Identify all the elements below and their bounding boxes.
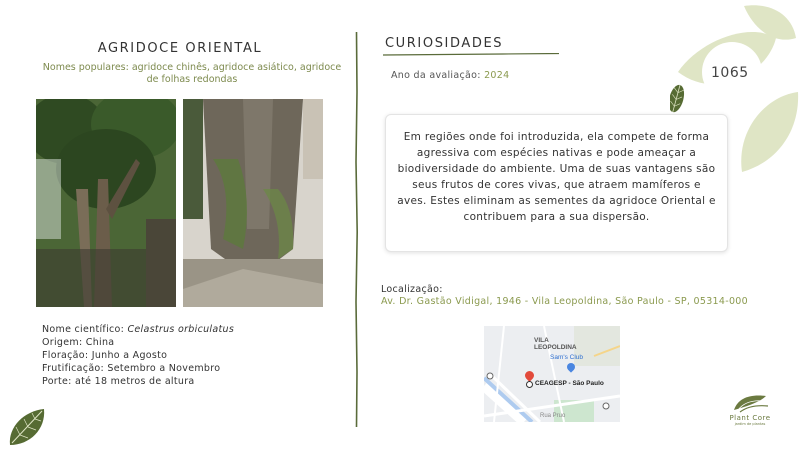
tree-photo-trunk [183,99,323,307]
scientific-name-value: Celastrus orbiculatus [127,324,235,335]
map-poi-sams-club: Sam's Club [550,354,584,361]
vertical-divider [355,32,358,427]
fact-scientific-name: Nome científico: Celastrus orbiculatus [42,324,235,335]
plant-core-logo [720,392,780,426]
plant-core-logo-icon [730,392,770,414]
fact-size: Porte: até 18 metros de altura [42,376,195,387]
leaf-bottom-icon [741,92,798,172]
map-street-label: Rua Pruo [540,413,566,419]
popular-names: Nomes populares: agridoce chinês, agridoce asiático, agridoce de folhas redondas [42,62,342,85]
logo-name: Plant Core [729,414,771,422]
location-map[interactable] [484,326,620,422]
evaluation-year: Ano da avaliação: 2024 [391,70,510,81]
curiosity-card: Em regiões onde foi introduzida, ela compete de forma agressiva com espécies nativas e pode ameaçar a biodiversidade do ambiente. Uma de suas vantagens são seus frutos de cores vivas, que atraem mamíferos e aves. Estes eliminam as sementes da agridoce Oriental e contribuem para a sua dispersão. [385,114,728,252]
fact-fruiting: Frutificação: Setembro a Novembro [42,363,221,374]
heading-underline [383,53,559,56]
plant-facts [42,323,234,388]
fact-flowering: Floração: Junho a Agosto [42,350,168,361]
location-label: Localização: [381,284,443,295]
decorative-leaf-bottom-left-icon [6,405,48,447]
plant-number-badge: 1065 [711,65,749,81]
transit-icon [526,381,533,388]
fact-origin: Origem: China [42,337,115,348]
curiosities-heading: CURIOSIDADES [385,36,504,51]
evaluation-year-value: 2024 [484,70,510,81]
map-poi-ceagesp: CEAGESP - São Paulo [535,380,604,387]
small-dark-leaf-icon [670,83,687,114]
map-district-label: VILA LEOPOLDINA [534,337,577,351]
logo-tagline: jardim de plantas [734,422,766,426]
location-address[interactable]: Av. Dr. Gastão Vidigal, 1946 - Vila Leopoldina, São Paulo - SP, 05314-000 [381,296,748,307]
plant-title: AGRIDOCE ORIENTAL [97,41,263,56]
tree-photo-canopy [36,99,176,307]
